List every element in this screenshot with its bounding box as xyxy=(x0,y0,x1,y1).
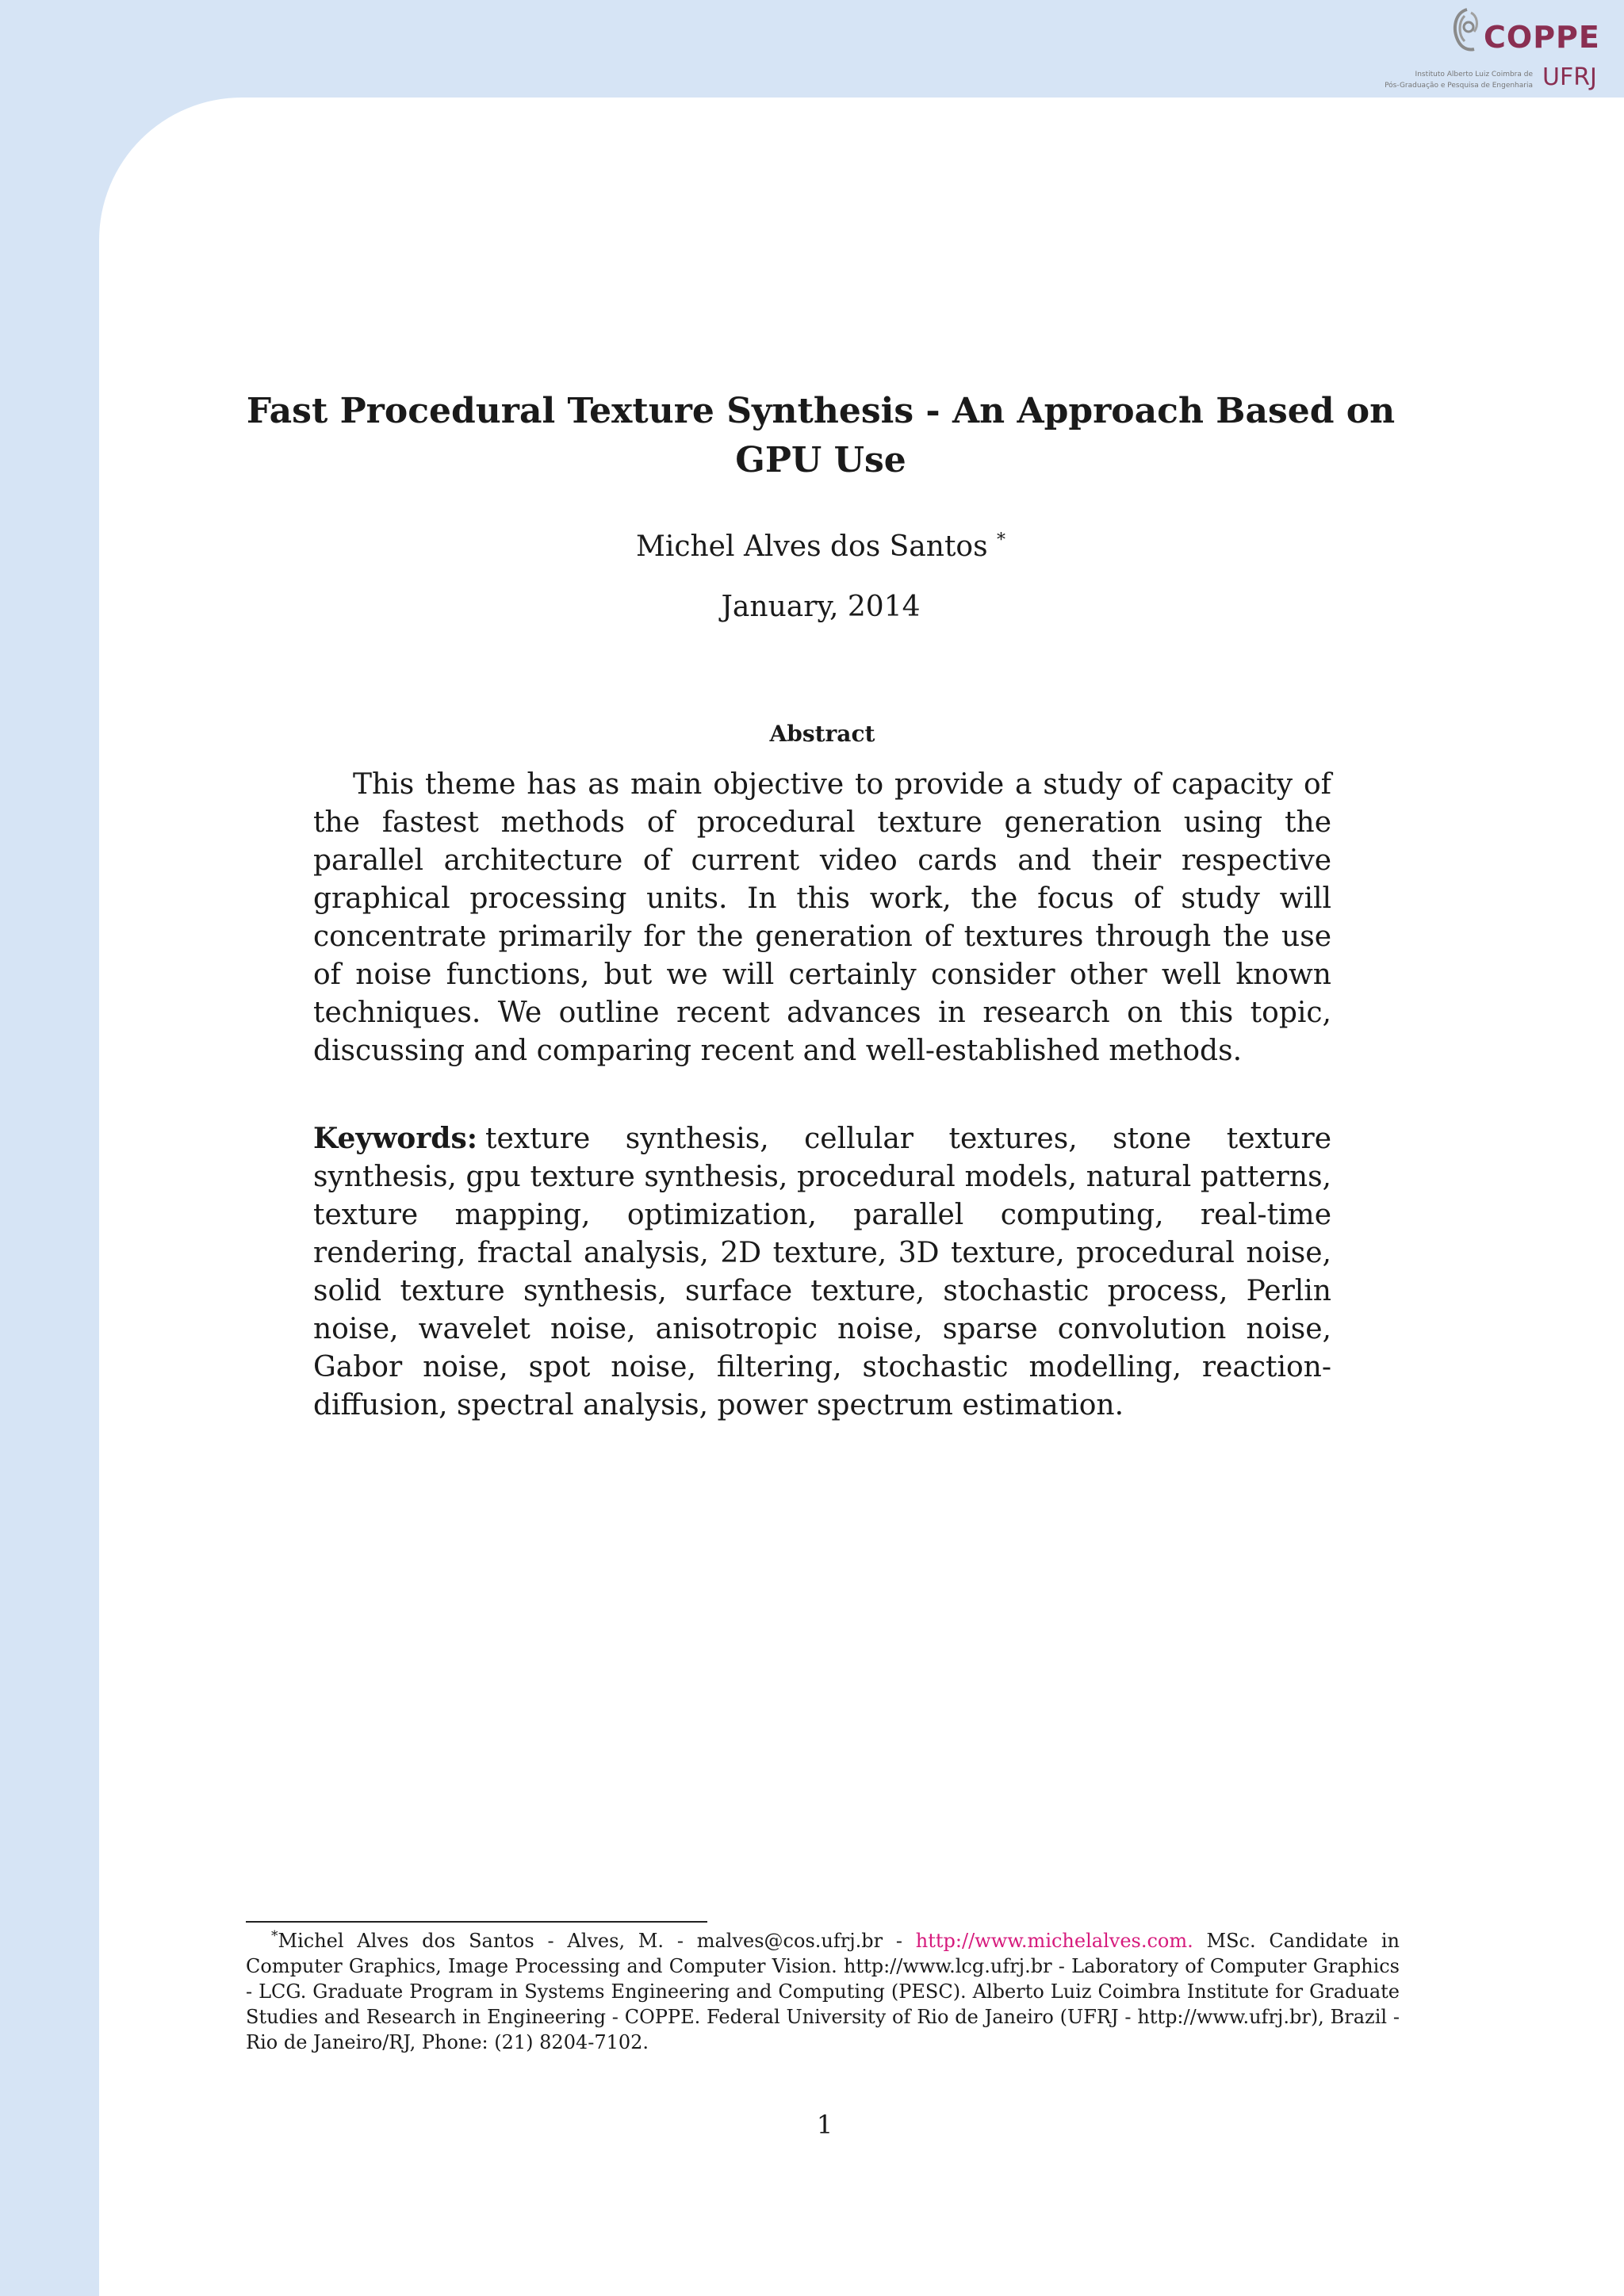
keywords-label: Keywords: xyxy=(313,1122,478,1155)
abstract-heading: Abstract xyxy=(769,721,875,747)
abstract-text: This theme has as main objective to provide a study of capacity of the fastest methods of procedural texture generation using the parallel architecture of current video cards and their respective graphical processing units. In this work, the focus of study will concentrate primarily for the generation of textures through the use of noise functions, but we will certainly consider other well known techniques. We outline recent advances in research on this topic, discussing and comparing recent and well-established methods. xyxy=(313,768,1331,1067)
author-name: Michel Alves dos Santos xyxy=(635,530,988,563)
footnote-text-before-link: Michel Alves dos Santos - Alves, M. - malves@cos.ufrj.br - xyxy=(278,1930,916,1952)
keywords-paragraph xyxy=(313,1119,1331,1425)
author-line xyxy=(230,523,1411,564)
footnote xyxy=(246,1928,1400,2055)
coppe-logo[interactable] xyxy=(1385,0,1600,99)
homepage-link[interactable]: http://www.michelalves.com. xyxy=(915,1930,1193,1952)
coppe-emblem-icon xyxy=(1447,5,1487,60)
logo-coppe-text: COPPE xyxy=(1484,20,1600,55)
logo-institute-line2: Pós-Graduação e Pesquisa de Engenharia xyxy=(1385,82,1533,90)
footnote-text-after-link: MSc. Candidate in Computer Graphics, Image Processing and Computer Vision. http://www.lcg.ufrj.br - Laboratory of Computer Graphics - LCG. Graduate Program in Systems Engineering and Computing (PESC). Alberto Luiz Coimbra Institute for Graduate Studies and Research in Engineering - COPPE. Federal University of Rio de Janeiro (UFRJ - http://www.ufrj.br), Brazil - Rio de Janeiro/RJ, Phone: (21) 8204-7102. xyxy=(246,1930,1400,2053)
page-number: 1 xyxy=(816,2110,833,2140)
keywords-list: texture synthesis, cellular textures, stone texture synthesis, gpu texture synthesis, procedural models, natural patterns, texture mapping, optimization, parallel computing, real-time rendering, fractal analysis, 2D texture, 3D texture, procedural noise, solid texture synthesis, surface texture, stochastic process, Perlin noise, wavelet noise, anisotropic noise, sparse convolution noise, Gabor noise, spot noise, filtering, stochastic modelling, reaction-diffusion, spectral analysis, power spectrum estimation. xyxy=(313,1123,1331,1422)
publication-date: January, 2014 xyxy=(721,591,921,623)
logo-institute-line1: Instituto Alberto Luiz Coimbra de xyxy=(1415,71,1533,78)
logo-ufrj-text: UFRJ xyxy=(1542,63,1597,91)
footnote-divider xyxy=(246,1921,707,1923)
paper-title: Fast Procedural Texture Synthesis - An Approach Based on GPU Use xyxy=(246,391,1396,480)
footnote-mark: * xyxy=(271,1928,278,1944)
author-footnote-mark[interactable]: * xyxy=(997,530,1006,550)
